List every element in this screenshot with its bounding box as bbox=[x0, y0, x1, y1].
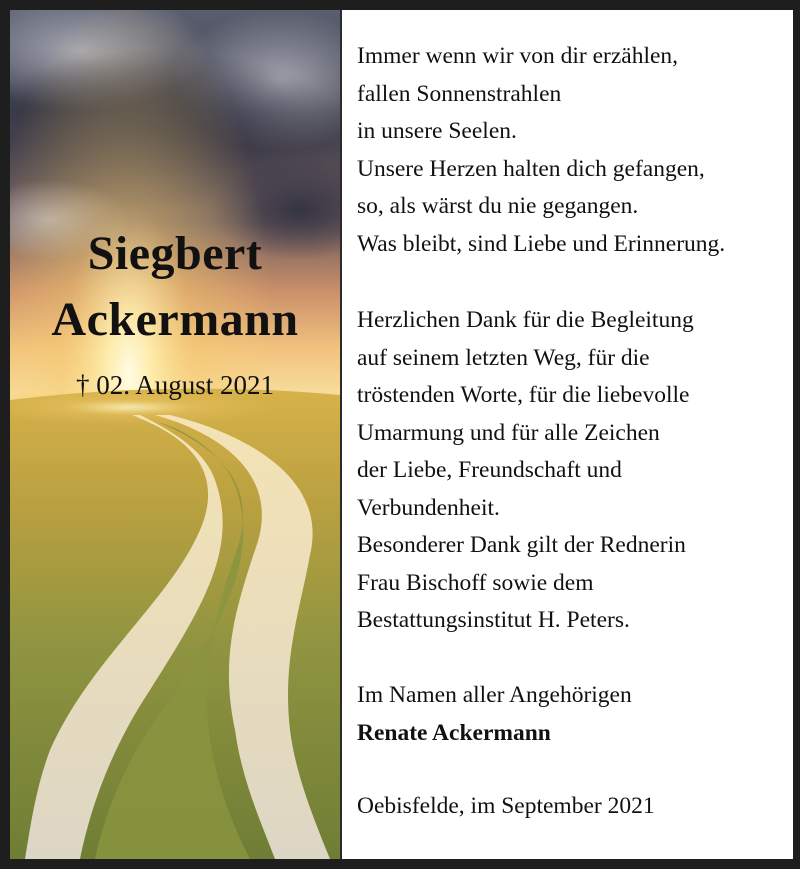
thanks-line: Herzlichen Dank für die Begleitung bbox=[357, 307, 694, 333]
place-and-date bbox=[357, 788, 787, 826]
deceased-first-name: Siegbert bbox=[87, 227, 263, 280]
poem-line: fallen Sonnenstrahlen bbox=[357, 80, 562, 107]
signature-intro: Im Namen aller Angehörigen bbox=[357, 682, 632, 708]
thanks-line: auf seinem letzten Weg, für die bbox=[357, 344, 650, 371]
thanks-line: Bestattungsinstitut H. Peters. bbox=[357, 607, 630, 633]
thanks-line: Besonderer Dank gilt der Rednerin bbox=[357, 532, 686, 558]
thanks-line: Umarmung und für alle Zeichen bbox=[357, 419, 660, 446]
column-divider bbox=[340, 10, 342, 859]
poem-line: Immer wenn wir von dir erzählen, bbox=[357, 43, 679, 69]
poem-line: Unsere Herzen halten dich gefangen, bbox=[357, 155, 705, 182]
deceased-last-name: Ackermann bbox=[51, 293, 299, 346]
poem-line: in unsere Seelen. bbox=[357, 118, 517, 144]
poem-line: so, als wärst du nie gegangen. bbox=[357, 193, 639, 219]
poem bbox=[357, 38, 787, 263]
poem-line: Was bleibt, sind Liebe und Erinnerung. bbox=[357, 230, 726, 257]
thanks-line: Verbundenheit. bbox=[357, 494, 500, 521]
thanks-line: tröstenden Worte, für die liebevolle bbox=[357, 382, 690, 408]
signature-name: Renate Ackermann bbox=[357, 719, 551, 746]
place-date-line: Oebisfelde, im September 2021 bbox=[357, 793, 655, 819]
thanks-paragraph bbox=[357, 302, 787, 640]
sunset-path-image bbox=[10, 10, 340, 859]
thanks-line: der Liebe, Freundschaft und bbox=[357, 457, 622, 483]
thanks-line: Frau Bischoff sowie dem bbox=[357, 569, 594, 596]
death-date: † 02. August 2021 bbox=[75, 370, 275, 400]
signature-block bbox=[357, 677, 787, 752]
